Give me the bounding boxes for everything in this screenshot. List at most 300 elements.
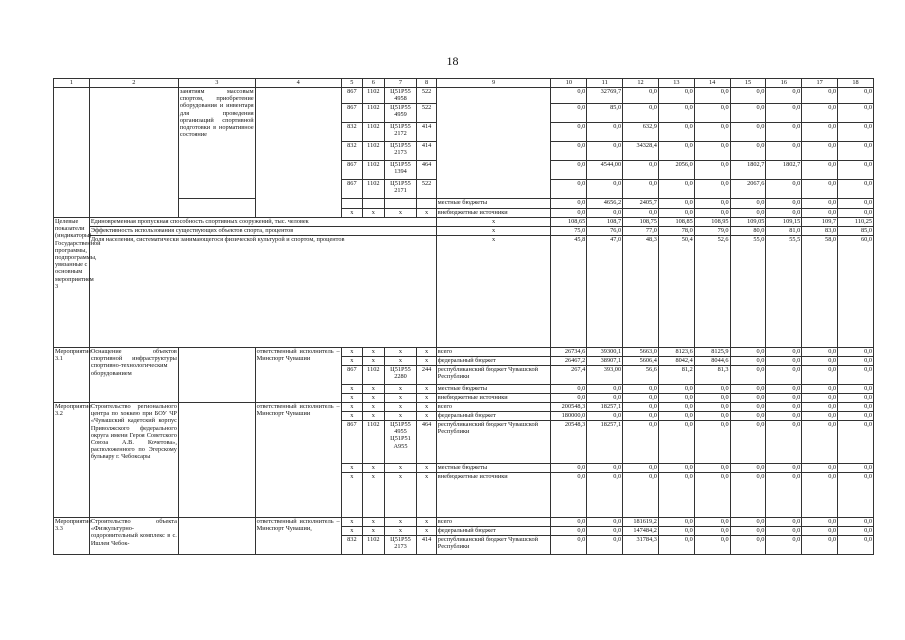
target-article-cell: х	[384, 518, 417, 527]
value-cell: 0,0	[838, 412, 874, 421]
funding-source-cell: республиканский бюджет Чувашской Республики	[436, 366, 551, 385]
value-cell: 0,0	[730, 473, 766, 518]
expense-group-cell	[417, 199, 436, 209]
section-code-cell: 1102	[363, 366, 384, 385]
indicator-value: 108,65	[551, 218, 587, 227]
admin-code-cell: х	[341, 464, 362, 473]
funding-source-cell: внебюджетные источники	[436, 394, 551, 403]
value-cell: 0,0	[802, 88, 838, 104]
value-cell: 0,0	[623, 421, 659, 464]
column-number-16: 16	[766, 79, 802, 88]
value-cell: 0,0	[658, 88, 694, 104]
value-cell: 0,0	[694, 142, 730, 161]
section-code-cell: х	[363, 348, 384, 357]
column-number-18: 18	[838, 79, 874, 88]
value-cell: 0,0	[623, 209, 659, 218]
expense-group-cell: 244	[417, 366, 436, 385]
measure-row	[54, 348, 874, 357]
value-cell: 0,0	[694, 88, 730, 104]
value-cell: 34328,4	[623, 142, 659, 161]
funding-source-cell: республиканский бюджет Чувашской Республики	[436, 536, 551, 555]
indicator-value: 109,15	[766, 218, 802, 227]
measure-empty-cell	[178, 518, 255, 555]
budget-table	[53, 78, 874, 555]
admin-code-cell	[341, 199, 362, 209]
responsible-cell	[255, 88, 341, 218]
value-cell: 1802,7	[766, 161, 802, 180]
section-code-cell: 1102	[363, 142, 384, 161]
target-article-cell: Ц51Р55 1394	[384, 161, 417, 180]
column-number-13: 13	[658, 79, 694, 88]
target-article-cell: Ц51Р55 2173	[384, 536, 417, 555]
value-cell: 0,0	[730, 104, 766, 123]
value-cell: 26734,6	[551, 348, 587, 357]
value-cell: 8123,6	[658, 348, 694, 357]
value-cell: 0,0	[802, 161, 838, 180]
value-cell: 0,0	[802, 357, 838, 366]
measure-name-cell	[89, 88, 178, 218]
target-article-cell: Ц51Р55 2171	[384, 180, 417, 199]
indicator-value: 81,0	[766, 227, 802, 236]
value-cell: 0,0	[802, 412, 838, 421]
column-number-6: 6	[363, 79, 384, 88]
column-number-10: 10	[551, 79, 587, 88]
value-cell: 0,0	[838, 104, 874, 123]
admin-code-cell: х	[341, 394, 362, 403]
value-cell: 200548,3	[551, 403, 587, 412]
measure-row	[54, 518, 874, 527]
value-cell: 0,0	[694, 421, 730, 464]
target-article-cell: х	[384, 385, 417, 394]
value-cell: 0,0	[802, 123, 838, 142]
value-cell: 0,0	[766, 142, 802, 161]
indicator-value: 109,7	[802, 218, 838, 227]
indicator-value: 108,85	[658, 218, 694, 227]
column-number-5: 5	[341, 79, 362, 88]
value-cell: 0,0	[658, 123, 694, 142]
section-code-cell: 1102	[363, 123, 384, 142]
funding-source-cell: всего	[436, 348, 551, 357]
value-cell: 0,0	[658, 142, 694, 161]
value-cell: 81,2	[658, 366, 694, 385]
section-code-cell: х	[363, 394, 384, 403]
target-article-cell: х	[384, 412, 417, 421]
value-cell: 0,0	[623, 464, 659, 473]
admin-code-cell: х	[341, 348, 362, 357]
target-article-cell: Ц51Р55 2172	[384, 123, 417, 142]
value-cell: 0,0	[802, 527, 838, 536]
value-cell: 0,0	[623, 394, 659, 403]
section-code-cell: 1102	[363, 536, 384, 555]
indicator-name: Доля населения, систематически занимающегося физической культурой и спортом, процентов	[89, 236, 436, 348]
admin-code-cell: 832	[341, 123, 362, 142]
admin-code-cell: х	[341, 518, 362, 527]
value-cell: 2405,7	[623, 199, 659, 209]
indicator-name: Эффективность использования существующих объектов спорта, процентов	[89, 227, 436, 236]
section-code-cell: 1102	[363, 421, 384, 464]
section-code-cell: х	[363, 385, 384, 394]
expense-group-cell: х	[417, 464, 436, 473]
indicator-value: 85,0	[838, 227, 874, 236]
column-number-4: 4	[255, 79, 341, 88]
measure-empty-cell	[178, 348, 255, 403]
value-cell: 0,0	[838, 464, 874, 473]
value-cell: 0,0	[694, 473, 730, 518]
value-cell: 0,0	[802, 366, 838, 385]
value-cell: 0,0	[551, 527, 587, 536]
funding-source-cell: местные бюджеты	[436, 385, 551, 394]
indicator-value: 75,0	[551, 227, 587, 236]
column-number-2: 2	[89, 79, 178, 88]
admin-code-cell: 832	[341, 536, 362, 555]
value-cell: 0,0	[658, 464, 694, 473]
expense-group-cell: 522	[417, 88, 436, 104]
value-cell: 632,9	[623, 123, 659, 142]
admin-code-cell: 867	[341, 180, 362, 199]
target-article-cell	[384, 199, 417, 209]
value-cell: 0,0	[658, 209, 694, 218]
measure-label: Мероприятие 3.3	[54, 518, 90, 555]
sport-row	[54, 88, 874, 104]
measure-name: Строительство регионального центра по хоккею при БОУ ЧР «Чувашский кадетский корпус Приволжского федерального округа имени Героя Советского Союза А.В. Кочетова», расположенного по Эгерскому бульвару г. Чебоксары	[89, 403, 178, 518]
value-cell: 0,0	[551, 199, 587, 209]
value-cell: 0,0	[587, 209, 623, 218]
column-number-3: 3	[178, 79, 255, 88]
value-cell: 5663,0	[623, 348, 659, 357]
value-cell: 0,0	[694, 403, 730, 412]
value-cell: 0,0	[658, 421, 694, 464]
funding-source-cell: федеральный бюджет	[436, 357, 551, 366]
value-cell: 0,0	[802, 464, 838, 473]
admin-code-cell: х	[341, 209, 362, 218]
indicator-value: 52,6	[694, 236, 730, 348]
column-number-7: 7	[384, 79, 417, 88]
funding-source-cell: внебюджетные источники	[436, 473, 551, 518]
value-cell: 0,0	[623, 403, 659, 412]
value-cell: 0,0	[551, 104, 587, 123]
expense-group-cell: 414	[417, 536, 436, 555]
value-cell: 0,0	[838, 88, 874, 104]
value-cell: 0,0	[694, 412, 730, 421]
expense-group-cell: х	[417, 473, 436, 518]
value-cell: 0,0	[587, 385, 623, 394]
target-article-cell: Ц51Р55 2173	[384, 142, 417, 161]
value-cell: 5606,4	[623, 357, 659, 366]
value-cell: 0,0	[766, 412, 802, 421]
section-code-cell: 1102	[363, 104, 384, 123]
value-cell: 0,0	[694, 123, 730, 142]
value-cell: 0,0	[802, 536, 838, 555]
value-cell: 8044,6	[694, 357, 730, 366]
value-cell: 0,0	[838, 536, 874, 555]
admin-code-cell: 867	[341, 366, 362, 385]
value-cell: 0,0	[766, 394, 802, 403]
value-cell: 2056,0	[658, 161, 694, 180]
value-cell: 0,0	[658, 199, 694, 209]
value-cell: 0,0	[730, 348, 766, 357]
value-cell: 0,0	[623, 180, 659, 199]
value-cell: 0,0	[551, 161, 587, 180]
value-cell: 85,0	[587, 104, 623, 123]
value-cell: 0,0	[551, 123, 587, 142]
indicator-value: 83,0	[802, 227, 838, 236]
indicator-value: 47,0	[587, 236, 623, 348]
value-cell: 2067,6	[730, 180, 766, 199]
value-cell: 0,0	[658, 180, 694, 199]
target-article-cell: х	[384, 527, 417, 536]
indicator-value: 109,05	[730, 218, 766, 227]
value-cell: 0,0	[730, 421, 766, 464]
section-code-cell: х	[363, 473, 384, 518]
value-cell: 0,0	[838, 527, 874, 536]
value-cell: 0,0	[623, 385, 659, 394]
funding-source-cell	[436, 88, 551, 199]
expense-group-cell: х	[417, 527, 436, 536]
admin-code-cell: х	[341, 385, 362, 394]
value-cell: 0,0	[623, 104, 659, 123]
indicators-label: Целевые показатели (индикаторы) Государственной программы, подпрограммы, увязанные с основным мероприятием 3	[54, 218, 90, 348]
indicator-x: х	[436, 236, 551, 348]
target-article-cell: Ц51Р55 4958	[384, 88, 417, 104]
section-code-cell: 1102	[363, 180, 384, 199]
value-cell: 38907,1	[587, 357, 623, 366]
value-cell: 0,0	[623, 473, 659, 518]
column-number-17: 17	[802, 79, 838, 88]
target-article-cell: х	[384, 357, 417, 366]
section-code-cell: х	[363, 357, 384, 366]
value-cell: 0,0	[802, 403, 838, 412]
indicator-value: 108,75	[623, 218, 659, 227]
expense-group-cell: 522	[417, 104, 436, 123]
value-cell: 0,0	[802, 348, 838, 357]
value-cell: 0,0	[730, 142, 766, 161]
value-cell: 0,0	[838, 421, 874, 464]
value-cell: 0,0	[587, 123, 623, 142]
admin-code-cell: х	[341, 412, 362, 421]
value-cell: 0,0	[551, 385, 587, 394]
measure-row	[54, 403, 874, 412]
indicator-x: х	[436, 227, 551, 236]
section-code-cell	[363, 199, 384, 209]
column-number-9: 9	[436, 79, 551, 88]
responsible-executor: ответственный исполнитель – Минспорт Чувашии	[255, 403, 341, 518]
value-cell: 180000,0	[551, 412, 587, 421]
measure-label: Мероприятие 3.1	[54, 348, 90, 403]
value-cell: 31784,3	[623, 536, 659, 555]
target-article-cell: Ц51Р55 4959	[384, 104, 417, 123]
expense-group-cell: х	[417, 403, 436, 412]
value-cell: 0,0	[766, 385, 802, 394]
funding-source-cell: внебюджетные источники	[436, 209, 551, 218]
expense-group-cell: 414	[417, 142, 436, 161]
value-cell: 0,0	[802, 473, 838, 518]
expense-group-cell: х	[417, 357, 436, 366]
indicator-value: 58,0	[802, 236, 838, 348]
funding-source-cell: федеральный бюджет	[436, 412, 551, 421]
value-cell: 0,0	[587, 412, 623, 421]
value-cell: 0,0	[551, 464, 587, 473]
value-cell: 0,0	[838, 123, 874, 142]
value-cell: 0,0	[838, 142, 874, 161]
indicator-value: 80,0	[730, 227, 766, 236]
spacer-cell	[178, 199, 255, 218]
funding-source-cell: всего	[436, 403, 551, 412]
indicator-value: 79,0	[694, 227, 730, 236]
value-cell: 0,0	[838, 161, 874, 180]
value-cell: 0,0	[694, 527, 730, 536]
value-cell: 0,0	[551, 394, 587, 403]
admin-code-cell: 832	[341, 142, 362, 161]
value-cell: 0,0	[658, 104, 694, 123]
funding-source-cell: федеральный бюджет	[436, 527, 551, 536]
value-cell: 0,0	[658, 518, 694, 527]
value-cell: 0,0	[694, 209, 730, 218]
page-number: 18	[446, 54, 459, 68]
value-cell: 0,0	[766, 180, 802, 199]
value-cell: 0,0	[551, 536, 587, 555]
responsible-executor: ответственный исполнитель – Минспорт Чувашии,	[255, 518, 341, 555]
value-cell: 0,0	[623, 88, 659, 104]
value-cell: 0,0	[587, 394, 623, 403]
value-cell: 0,0	[766, 473, 802, 518]
expense-group-cell: 464	[417, 421, 436, 464]
value-cell: 0,0	[766, 527, 802, 536]
value-cell: 0,0	[766, 357, 802, 366]
indicator-value: 110,25	[838, 218, 874, 227]
value-cell: 81,3	[694, 366, 730, 385]
column-number-1: 1	[54, 79, 90, 88]
value-cell: 0,0	[694, 104, 730, 123]
value-cell: 0,0	[730, 385, 766, 394]
value-cell: 8042,4	[658, 357, 694, 366]
value-cell: 0,0	[658, 527, 694, 536]
value-cell: 0,0	[766, 518, 802, 527]
expense-group-cell: 414	[417, 123, 436, 142]
value-cell: 0,0	[838, 385, 874, 394]
value-cell: 0,0	[802, 104, 838, 123]
value-cell: 0,0	[730, 464, 766, 473]
value-cell: 0,0	[838, 180, 874, 199]
responsible-executor: ответственный исполнитель – Минспорт Чувашии	[255, 348, 341, 403]
value-cell: 0,0	[587, 180, 623, 199]
value-cell: 0,0	[551, 209, 587, 218]
value-cell: 0,0	[766, 88, 802, 104]
value-cell: 0,0	[838, 357, 874, 366]
value-cell: 0,0	[838, 366, 874, 385]
value-cell: 0,0	[694, 161, 730, 180]
value-cell: 0,0	[766, 104, 802, 123]
value-cell: 0,0	[730, 209, 766, 218]
expense-group-cell: х	[417, 385, 436, 394]
value-cell: 0,0	[658, 536, 694, 555]
target-article-cell: х	[384, 348, 417, 357]
value-cell: 0,0	[694, 385, 730, 394]
target-article-cell: х	[384, 209, 417, 218]
value-cell: 0,0	[838, 348, 874, 357]
section-code-cell: х	[363, 527, 384, 536]
value-cell: 267,4	[551, 366, 587, 385]
indicator-row	[54, 236, 874, 348]
funding-source-cell: всего	[436, 518, 551, 527]
value-cell: 0,0	[766, 199, 802, 209]
value-cell: 0,0	[658, 394, 694, 403]
value-cell: 0,0	[623, 161, 659, 180]
value-cell: 0,0	[623, 412, 659, 421]
value-cell: 0,0	[802, 385, 838, 394]
expense-group-cell: х	[417, 412, 436, 421]
value-cell: 0,0	[730, 403, 766, 412]
measure-description: занятиям массовым спортом, приобретение оборудования и инвентаря для проведения организаций спортивной подготовки в нормативное состояние	[178, 88, 255, 199]
indicator-value: 50,4	[658, 236, 694, 348]
admin-code-cell: 867	[341, 88, 362, 104]
expense-group-cell: 522	[417, 180, 436, 199]
column-number-15: 15	[730, 79, 766, 88]
value-cell: 0,0	[694, 536, 730, 555]
column-number-14: 14	[694, 79, 730, 88]
value-cell: 0,0	[694, 464, 730, 473]
measure-label: Мероприятие 3.2	[54, 403, 90, 518]
admin-code-cell: х	[341, 403, 362, 412]
target-article-cell: х	[384, 464, 417, 473]
value-cell: 39300,1	[587, 348, 623, 357]
indicator-row	[54, 218, 874, 227]
indicator-row	[54, 227, 874, 236]
admin-code-cell: 867	[341, 161, 362, 180]
indicator-value: 55,5	[766, 236, 802, 348]
target-article-cell: Ц51Р55 2280	[384, 366, 417, 385]
value-cell: 56,6	[623, 366, 659, 385]
value-cell: 0,0	[838, 394, 874, 403]
value-cell: 0,0	[802, 180, 838, 199]
indicator-value: 108,7	[587, 218, 623, 227]
expense-group-cell: х	[417, 518, 436, 527]
value-cell: 32769,7	[587, 88, 623, 104]
value-cell: 0,0	[838, 518, 874, 527]
value-cell: 0,0	[802, 394, 838, 403]
value-cell: 0,0	[802, 209, 838, 218]
value-cell: 0,0	[766, 421, 802, 464]
section-code-cell: х	[363, 412, 384, 421]
section-code-cell: 1102	[363, 88, 384, 104]
value-cell: 0,0	[730, 527, 766, 536]
target-article-cell: х	[384, 403, 417, 412]
value-cell: 0,0	[551, 180, 587, 199]
value-cell: 0,0	[587, 536, 623, 555]
value-cell: 0,0	[551, 142, 587, 161]
header-row	[54, 79, 874, 88]
indicator-value: 78,0	[658, 227, 694, 236]
indicator-value: 45,8	[551, 236, 587, 348]
admin-code-cell: 867	[341, 104, 362, 123]
section-code-cell: х	[363, 464, 384, 473]
value-cell: 4656,2	[587, 199, 623, 209]
admin-code-cell: х	[341, 357, 362, 366]
value-cell: 181619,2	[623, 518, 659, 527]
value-cell: 0,0	[802, 518, 838, 527]
indicator-x: х	[436, 218, 551, 227]
value-cell: 0,0	[766, 403, 802, 412]
value-cell: 0,0	[766, 209, 802, 218]
indicator-value: 108,95	[694, 218, 730, 227]
value-cell: 0,0	[694, 199, 730, 209]
value-cell: 0,0	[838, 403, 874, 412]
value-cell: 0,0	[551, 518, 587, 527]
expense-group-cell: х	[417, 394, 436, 403]
value-cell: 0,0	[730, 412, 766, 421]
admin-code-cell: х	[341, 473, 362, 518]
value-cell: 0,0	[694, 518, 730, 527]
value-cell: 0,0	[587, 473, 623, 518]
